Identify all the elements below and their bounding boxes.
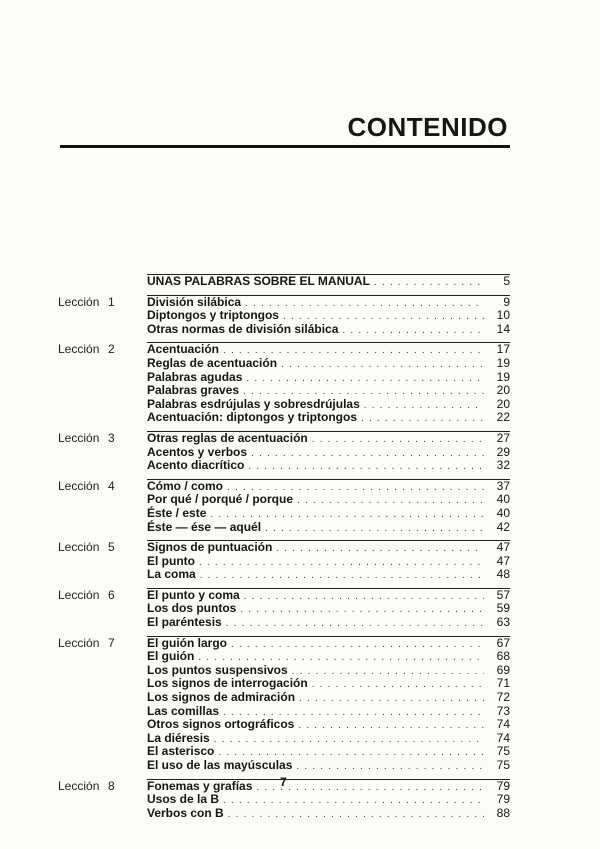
- entry-page: 74: [496, 730, 510, 745]
- entry-page: 74: [496, 717, 510, 732]
- dot-leader: [246, 372, 484, 386]
- entry-title: El asterisco: [147, 744, 215, 759]
- dot-leader: [199, 556, 484, 570]
- lesson-word: Lección: [58, 430, 100, 445]
- entry-page: 9: [503, 294, 510, 309]
- entry-page: 40: [496, 492, 510, 507]
- toc-entry[interactable]: [147, 507, 510, 521]
- entry-page: 68: [496, 649, 510, 664]
- entry-page: 73: [496, 703, 510, 718]
- entry-title: Las comillas: [147, 703, 220, 718]
- entry-title: Palabras agudas: [147, 369, 243, 384]
- entry-page: 20: [496, 383, 510, 398]
- toc-entry[interactable]: [147, 371, 510, 385]
- entry-page: 37: [496, 478, 510, 493]
- lesson-label: [58, 480, 148, 494]
- entry-page: 27: [496, 430, 510, 445]
- toc-entry[interactable]: [147, 432, 510, 446]
- entry-title: Los signos de admiración: [147, 690, 296, 705]
- entry-title: El paréntesis: [147, 615, 222, 630]
- toc-entry[interactable]: [147, 493, 510, 507]
- lesson-word: Lección: [58, 540, 100, 555]
- lesson-label: [58, 541, 148, 555]
- lesson-number: 2: [108, 342, 115, 357]
- entry-title: Éste — ése — aquél: [147, 519, 262, 534]
- toc-entry[interactable]: [147, 807, 510, 821]
- entry-page: 59: [496, 601, 510, 616]
- dot-leader: [361, 412, 484, 426]
- dot-leader: [226, 617, 484, 631]
- dot-leader: [256, 781, 484, 795]
- entry-title: Cómo / como: [147, 478, 224, 493]
- toc-entry[interactable]: [147, 637, 510, 651]
- toc-entry[interactable]: [147, 616, 510, 630]
- entry-title: Usos de la B: [147, 792, 220, 807]
- entry-title: Fonemas y grafías: [147, 778, 253, 793]
- dot-leader: [299, 692, 484, 706]
- toc-entry[interactable]: [147, 398, 510, 412]
- toc-entry[interactable]: [147, 759, 510, 773]
- entry-title: Los signos de interrogación: [147, 676, 308, 691]
- lesson-label: [58, 780, 148, 794]
- toc-entry[interactable]: [147, 275, 510, 289]
- entry-page: 75: [496, 744, 510, 759]
- dot-leader: [251, 447, 484, 461]
- toc-group: [0, 275, 600, 289]
- toc-entry[interactable]: [147, 480, 510, 494]
- entry-page: 67: [496, 635, 510, 650]
- lesson-word: Lección: [58, 478, 100, 493]
- entry-page: 32: [496, 458, 510, 473]
- entry-title: El guión largo: [147, 635, 227, 650]
- entry-title: Otros signos ortográficos: [147, 717, 295, 732]
- table-of-contents: [0, 274, 600, 826]
- lesson-label: [58, 589, 148, 603]
- entry-title: Palabras esdrújulas y sobresdrújulas: [147, 396, 360, 411]
- toc-entry[interactable]: [147, 323, 510, 337]
- toc-entry[interactable]: [147, 541, 510, 555]
- dot-leader: [281, 358, 484, 372]
- toc-entry[interactable]: [147, 664, 510, 678]
- entry-page: 40: [496, 505, 510, 520]
- toc-entry[interactable]: [147, 732, 510, 746]
- toc-entry[interactable]: [147, 780, 510, 794]
- entry-page: 47: [496, 540, 510, 555]
- lesson-label: [58, 343, 148, 357]
- dot-leader: [265, 522, 484, 536]
- entry-title: Otras reglas de acentuación: [147, 430, 308, 445]
- lesson-number: 8: [108, 778, 115, 793]
- toc-entry[interactable]: [147, 446, 510, 460]
- toc-entry[interactable]: [147, 745, 510, 759]
- lesson-label: [58, 296, 148, 310]
- page-number: 7: [280, 775, 287, 789]
- entry-page: 5: [503, 274, 510, 288]
- lesson-number: 7: [108, 635, 115, 650]
- dot-leader: [292, 665, 484, 679]
- entry-title: Acentuación: diptongos y triptongos: [147, 410, 357, 425]
- toc-entry[interactable]: [147, 602, 510, 616]
- toc-entry[interactable]: [147, 411, 510, 425]
- entry-title: Otras normas de división silábica: [147, 321, 339, 336]
- dot-leader: [248, 460, 484, 474]
- entry-page: 69: [496, 662, 510, 677]
- toc-entry[interactable]: [147, 343, 510, 357]
- toc-entry[interactable]: [147, 589, 510, 603]
- lesson-word: Lección: [58, 342, 100, 357]
- entry-title: UNAS PALABRAS SOBRE EL MANUAL: [147, 274, 370, 288]
- entry-page: 42: [496, 519, 510, 534]
- entry-title: Signos de puntuación: [147, 540, 273, 555]
- dot-leader: [374, 276, 484, 290]
- page-title: CONTENIDO: [347, 112, 508, 142]
- toc-entry[interactable]: [147, 459, 510, 473]
- toc-entry[interactable]: [147, 677, 510, 691]
- dot-leader: [276, 542, 484, 556]
- entry-page: 71: [496, 676, 510, 691]
- entry-title: La diéresis: [147, 730, 210, 745]
- dot-leader: [223, 794, 484, 808]
- toc-group: [0, 589, 600, 630]
- entry-page: 22: [496, 410, 510, 425]
- toc-group: [0, 296, 600, 337]
- lesson-label: [58, 432, 148, 446]
- lesson-number: 3: [108, 430, 115, 445]
- lesson-number: 5: [108, 540, 115, 555]
- toc-entry[interactable]: [147, 718, 510, 732]
- dot-leader: [312, 433, 484, 447]
- toc-entry[interactable]: [147, 309, 510, 323]
- entry-title: Diptongos y triptongos: [147, 308, 279, 323]
- entry-title: División silábica: [147, 294, 242, 309]
- lesson-word: Lección: [58, 635, 100, 650]
- lesson-label: [58, 637, 148, 651]
- entry-page: 63: [496, 615, 510, 630]
- entry-title: La coma: [147, 567, 196, 582]
- entry-title: Verbos con B: [147, 805, 224, 820]
- dot-leader: [240, 603, 484, 617]
- entry-page: 14: [496, 321, 510, 336]
- entry-page: 17: [496, 342, 510, 357]
- toc-entry[interactable]: [147, 568, 510, 582]
- lesson-number: 4: [108, 478, 115, 493]
- toc-group: [0, 637, 600, 773]
- toc-entry[interactable]: [147, 384, 510, 398]
- entry-title: Palabras graves: [147, 383, 240, 398]
- entry-page: 29: [496, 444, 510, 459]
- toc-group: [0, 480, 600, 534]
- lesson-word: Lección: [58, 778, 100, 793]
- entry-page: 47: [496, 553, 510, 568]
- entry-page: 20: [496, 396, 510, 411]
- entry-title: El guión: [147, 649, 195, 664]
- dot-leader: [245, 297, 484, 311]
- toc-entry[interactable]: [147, 650, 510, 664]
- dot-leader: [200, 569, 484, 583]
- lesson-word: Lección: [58, 587, 100, 602]
- toc-entry[interactable]: [147, 705, 510, 719]
- entry-title: Éste / este: [147, 505, 207, 520]
- toc-group: [0, 432, 600, 473]
- entry-page: 19: [496, 355, 510, 370]
- entry-page: 88: [496, 805, 510, 820]
- entry-title: El punto: [147, 553, 195, 568]
- toc-entry[interactable]: [147, 555, 510, 569]
- toc-entry[interactable]: [147, 521, 510, 535]
- dot-leader: [364, 399, 484, 413]
- dot-leader: [298, 719, 484, 733]
- toc-entry[interactable]: [147, 357, 510, 371]
- toc-entry[interactable]: [147, 793, 510, 807]
- dot-leader: [312, 678, 484, 692]
- entry-page: 10: [496, 308, 510, 323]
- dot-leader: [231, 638, 484, 652]
- entry-title: Por qué / porqué / porque: [147, 492, 294, 507]
- entry-title: Reglas de acentuación: [147, 355, 278, 370]
- entry-page: 72: [496, 690, 510, 705]
- entry-title: Acentos y verbos: [147, 444, 248, 459]
- dot-leader: [342, 324, 484, 338]
- dot-leader: [214, 733, 484, 747]
- toc-entry[interactable]: [147, 296, 510, 310]
- dot-leader: [296, 760, 484, 774]
- entry-title: El punto y coma: [147, 587, 240, 602]
- toc-group: [0, 541, 600, 582]
- dot-leader: [228, 808, 484, 822]
- title-rule: [60, 145, 510, 148]
- entry-page: 57: [496, 587, 510, 602]
- entry-page: 48: [496, 567, 510, 582]
- entry-title: Los puntos suspensivos: [147, 662, 288, 677]
- entry-page: 79: [496, 792, 510, 807]
- entry-title: Acentuación: [147, 342, 220, 357]
- entry-title: Acento diacrítico: [147, 458, 245, 473]
- entry-page: 75: [496, 758, 510, 772]
- toc-group: [0, 780, 600, 821]
- entry-title: Los dos puntos: [147, 601, 237, 616]
- entry-title: El uso de las mayúsculas: [147, 758, 293, 772]
- entry-page: 19: [496, 369, 510, 384]
- lesson-number: 6: [108, 587, 115, 602]
- lesson-word: Lección: [58, 294, 100, 309]
- toc-group: [0, 343, 600, 425]
- lesson-number: 1: [108, 294, 115, 309]
- dot-leader: [297, 494, 484, 508]
- entry-page: 79: [496, 778, 510, 793]
- dot-leader: [244, 590, 484, 604]
- toc-entry[interactable]: [147, 691, 510, 705]
